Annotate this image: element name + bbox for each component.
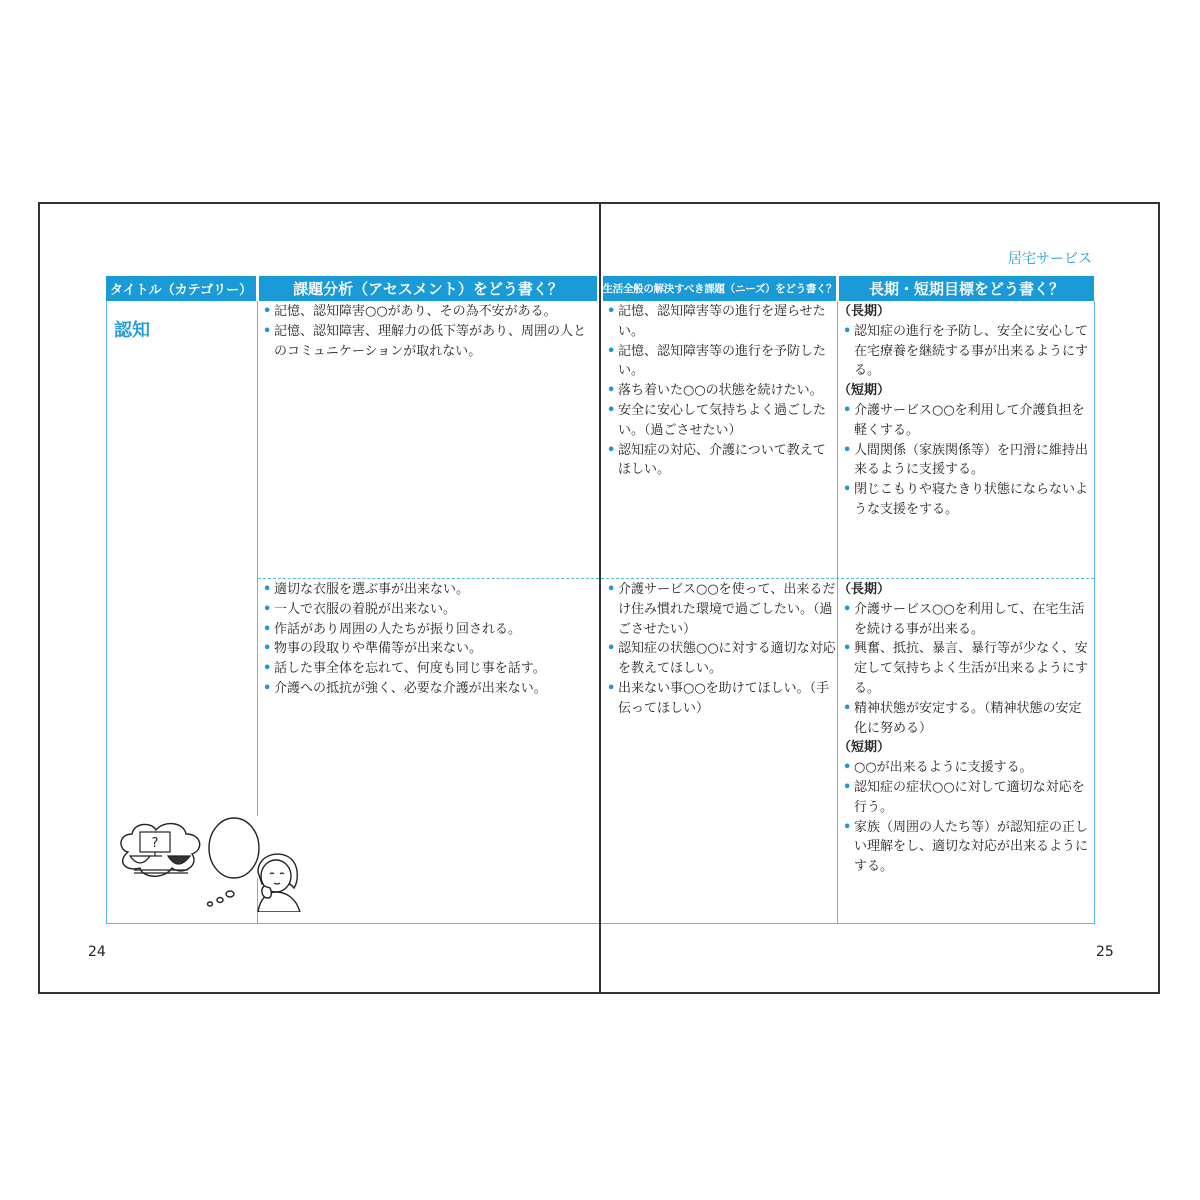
header-assessment: 課題分析（アセスメント）をどう書く？: [259, 276, 597, 301]
list-item: • ○○が出来るように支援する。: [842, 758, 1093, 778]
book-spine: [599, 202, 601, 994]
list-item: • 話した事全体を忘れて、何度も同じ事を話す。: [262, 659, 596, 679]
list-item: • 記憶、認知障害○○があり、その為不安がある。: [262, 302, 596, 322]
list-item: • 適切な衣服を選ぶ事が出来ない。: [262, 580, 596, 600]
table-border-left: [106, 301, 107, 924]
short-term-label: （短期）: [838, 740, 891, 756]
page-number-right: 25: [1096, 944, 1114, 960]
assessment-cell-2: [262, 580, 596, 699]
hand-icon: [262, 886, 271, 898]
long-term-label: （長期）: [838, 304, 891, 319]
list-item: • 介護サービス○○を利用して、在宅生活を続ける事が出来る。: [842, 600, 1093, 640]
list-item: • 人間関係（家族関係等）を円滑に維持出来るように支援する。: [842, 441, 1093, 481]
list-item: • 家族（周囲の人たち等）が認知症の正しい理解をし、適切な対応が出来るようにする。: [842, 818, 1093, 877]
list-item: • 落ち着いた○○の状態を続けたい。: [606, 381, 836, 401]
list-item: • 安全に安心して気持ちよく過ごしたい。（過ごさせたい）: [606, 401, 836, 441]
section-label: 居宅サービス: [1008, 251, 1092, 267]
list-item: • 認知症の症状○○に対して適切な対応を行う。: [842, 778, 1093, 818]
list-item: • 記憶、認知障害、理解力の低下等があり、周囲の人とのコミュニケーションが取れない。: [262, 322, 596, 362]
list-item: • 介護サービス○○を使って、出来るだけ住み慣れた環境で過ごしたい。（過ごさせたい）: [606, 580, 836, 639]
list-item: • 認知症の状態○○に対する適切な対応を教えてほしい。: [606, 639, 836, 679]
list-item: • 興奮、抵抗、暴言、暴行等が少なく、安定して気持ちよく生活が出来るようにする。: [842, 639, 1093, 698]
category-label: 認知: [114, 320, 150, 341]
assessment-cell-1: [262, 302, 596, 361]
needs-cell-1: [606, 302, 836, 480]
list-item: • 介護サービス○○を利用して介護負担を軽くする。: [842, 401, 1093, 441]
header-goals: 長期・短期目標をどう書く？: [839, 276, 1094, 301]
question-mark-icon: ?: [151, 836, 159, 851]
list-item: • 記憶、認知障害等の進行を予防したい。: [606, 342, 836, 382]
list-item: • 認知症の進行を予防し、安全に安心して在宅療養を継続する事が出来るようにする。: [842, 322, 1093, 381]
goals-cell-1: [838, 302, 1093, 520]
row-divider-left: [258, 578, 599, 579]
needs-cell-2: [606, 580, 836, 719]
goals-cell-2: [838, 580, 1093, 877]
person-thinking-icon: [112, 812, 306, 912]
list-item: • 出来ない事○○を助けてほしい。（手伝ってほしい）: [606, 679, 836, 719]
list-item: • 認知症の対応、介護について教えてほしい。: [606, 441, 836, 481]
list-item: • 記憶、認知障害等の進行を遅らせたい。: [606, 302, 836, 342]
long-term-label: （長期）: [838, 582, 891, 597]
thought-dot-icon: [208, 902, 213, 906]
header-needs: 生活全般の解決すべき課題（ニーズ）をどう書く？: [603, 276, 836, 301]
page-number-left: 24: [88, 944, 106, 960]
oval-bubble-icon: [209, 818, 259, 878]
thought-dot-icon: [217, 898, 223, 903]
list-item: • 閉じこもりや寝たきり状態にならないような支援をする。: [842, 480, 1093, 520]
list-item: • 精神状態が安定する。（精神状態の安定化に努める）: [842, 699, 1093, 739]
list-item: • 物事の段取りや準備等が出来ない。: [262, 639, 596, 659]
table-border-right: [1094, 301, 1095, 924]
table-border-bottom-left: [106, 923, 599, 924]
thought-dot-icon: [226, 891, 234, 897]
header-category: タイトル（カテゴリー）: [106, 276, 256, 301]
list-item: • 介護への抵抗が強く、必要な介護が出来ない。: [262, 679, 596, 699]
table-border-bottom-right: [601, 923, 1095, 924]
list-item: • 一人で衣服の着脱が出来ない。: [262, 600, 596, 620]
list-item: • 作話があり周囲の人たちが振り回される。: [262, 620, 596, 640]
short-term-label: （短期）: [838, 383, 891, 399]
table-divider-1: [257, 301, 258, 816]
row-divider-right: [601, 578, 1094, 579]
